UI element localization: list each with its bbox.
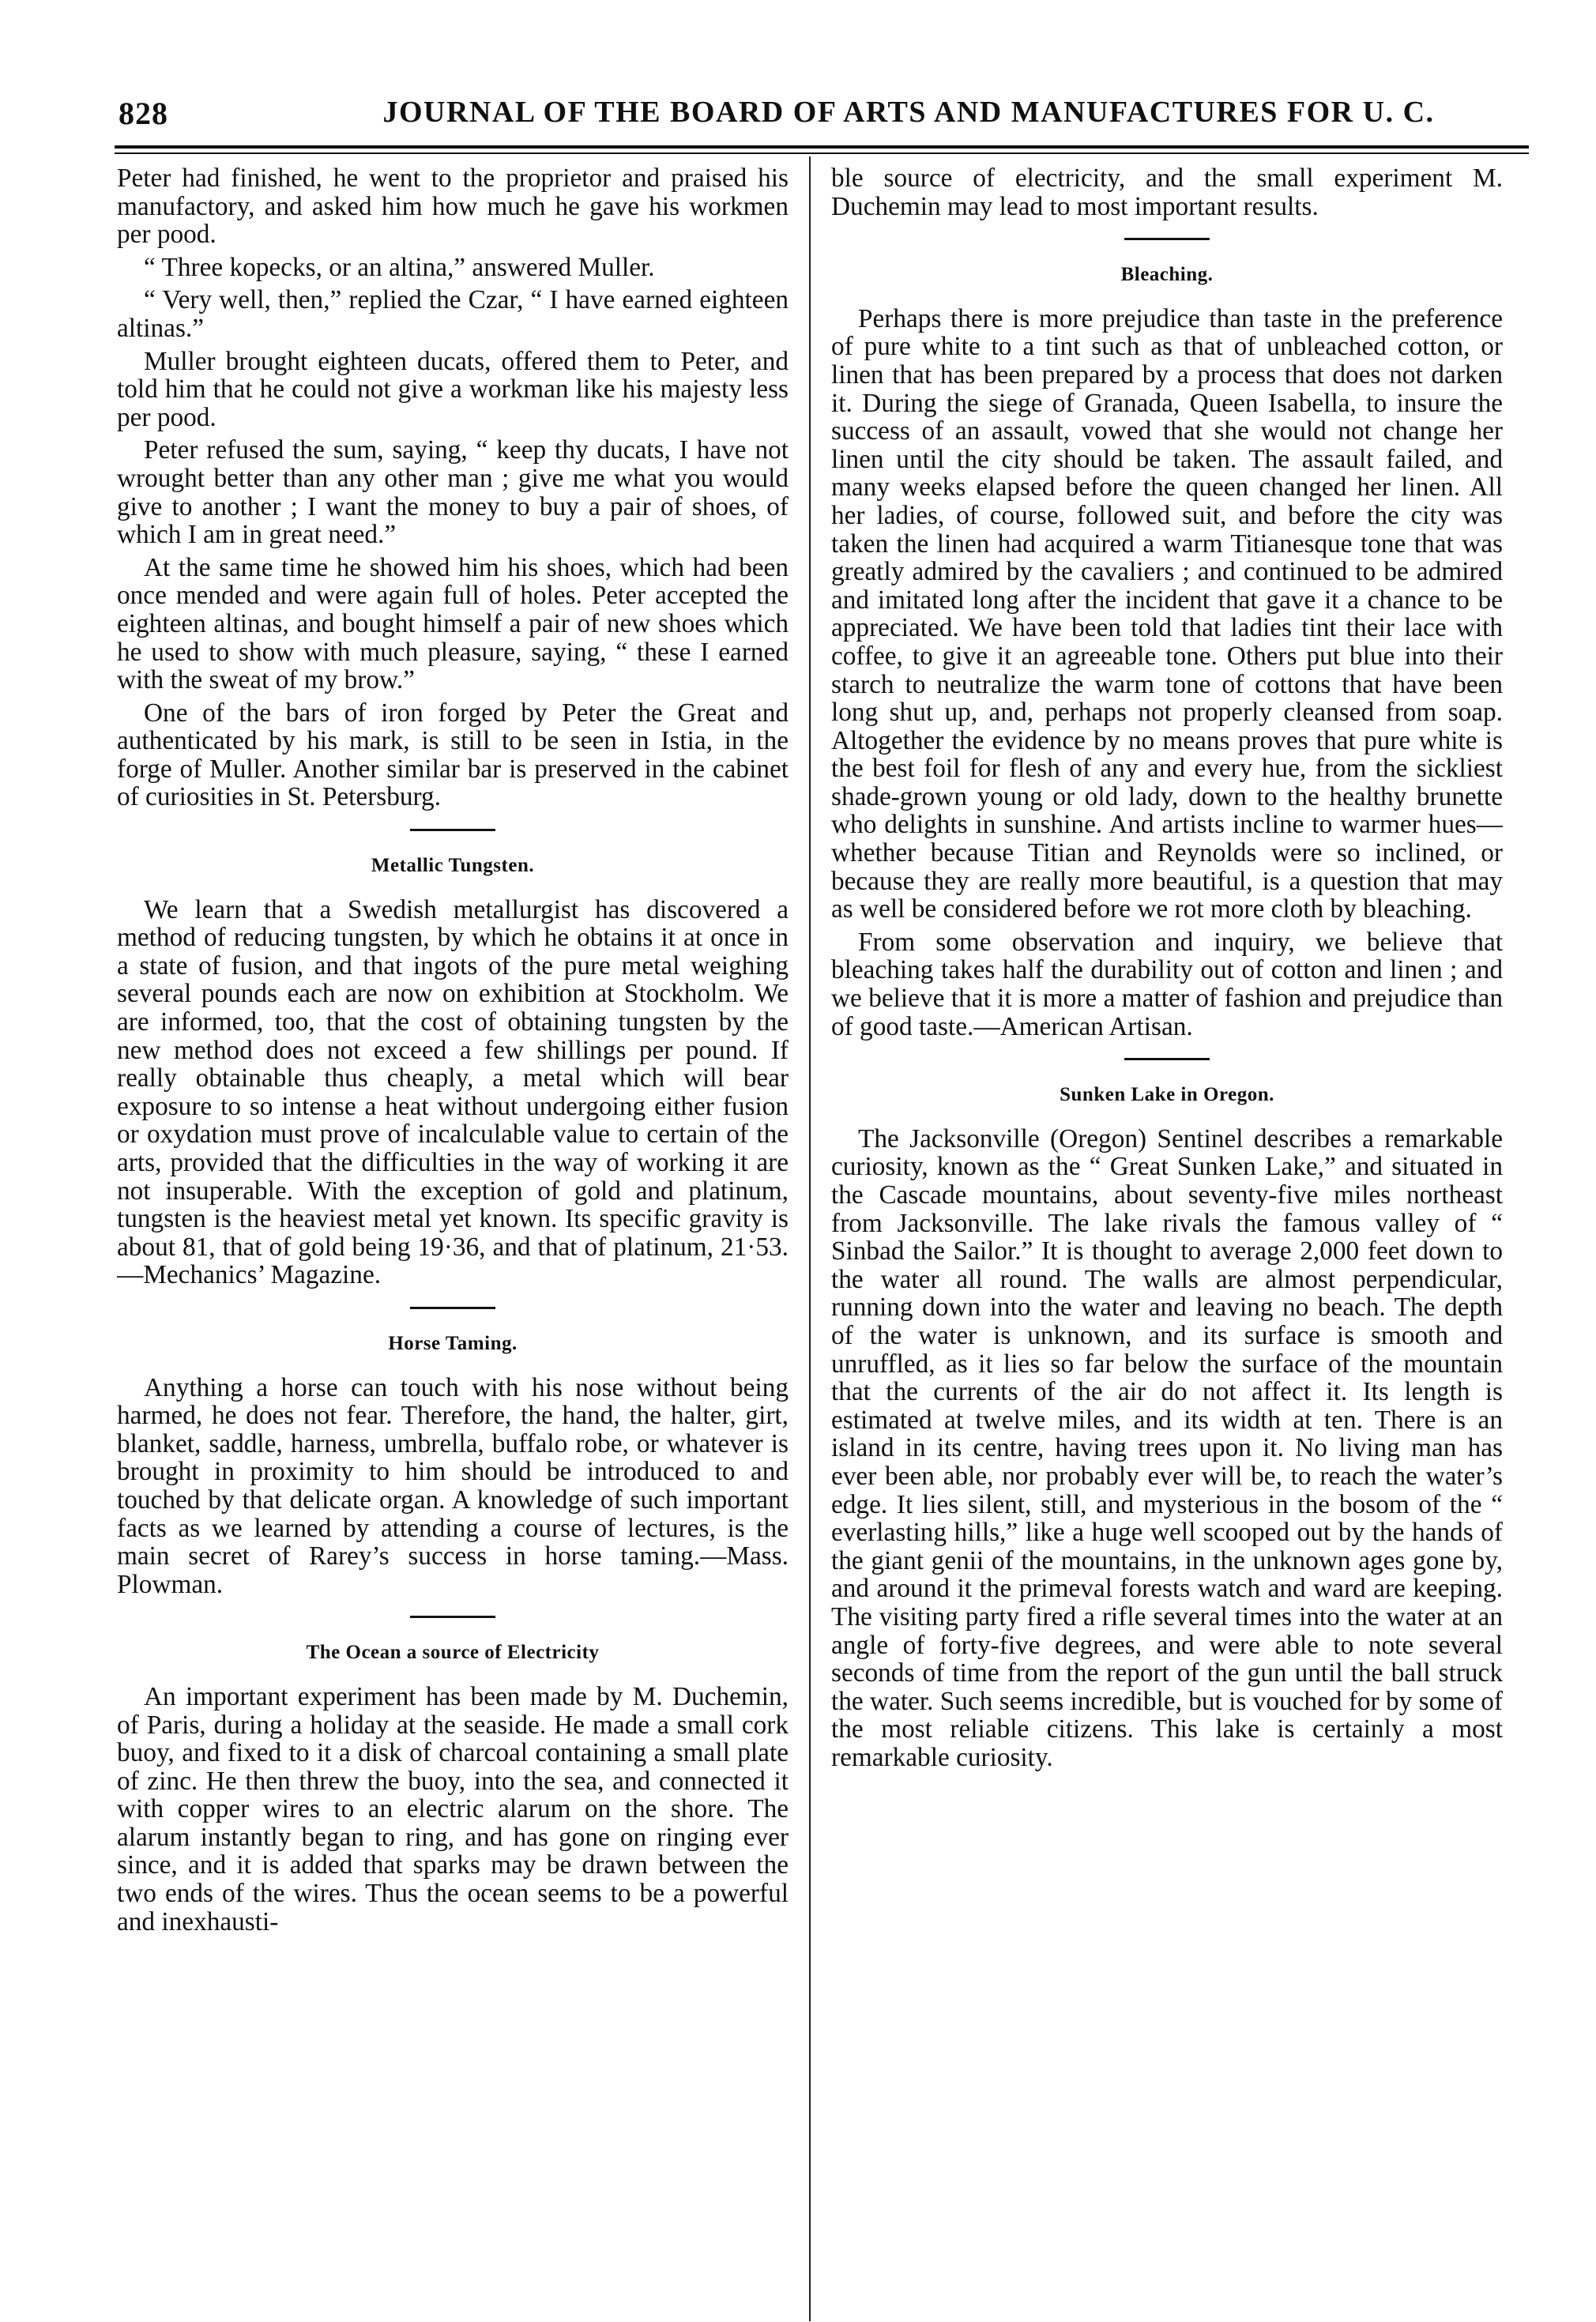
section-divider — [410, 1616, 495, 1618]
section-divider — [410, 829, 495, 831]
article-paragraph: An important experiment has been made by M. Duchemin, of Paris, during a holiday at the seaside. He made a small cork buoy, and fixed to it a disk of charcoal containing a small plate of zinc. He then threw the buoy, into the sea, and connected it with copper wires to an electric alarum on the shore. The alarum instantly began to ring, and has gone on ringing ever since, and it is added that sparks may be drawn between the two ends of the wires. Thus the ocean seems to be a powerful and inexhausti- — [117, 1681, 789, 1936]
header-rule-thin — [115, 152, 1529, 154]
running-title: JOURNAL OF THE BOARD OF ARTS AND MANUFACTURES FOR U. C. — [382, 96, 1435, 129]
article-paragraph: ble source of electricity, and the small experiment M. Duchemin may lead to most important results. — [831, 164, 1503, 221]
article-paragraph: The Jacksonville (Oregon) Sentinel describes a remarkable curiosity, known as the “ Great Sunken Lake,” and situated in the Cascade mountains, about seventy-five miles northeast from Jacksonville. The lake rivals the famous valley of “ Sinbad the Sailor.” It is thought to average 2,000 feet down to the water all round. The walls are almost perpendicular, running down into the water and leaving no beach. The depth of the water is unknown, and its surface is smooth and unruffled, as it lies so far below the surface of the mountain that the currents of the air do not affect it. Its length is estimated at twelve miles, and its width at ten. There is an island in its centre, having trees upon it. No living man has ever been able, nor probably ever will be, to reach the water’s edge. It lies silent, still, and mysterious in the bosom of the “ everlasting hills,” like a huge well scooped out by the hands of the giant genii of the mountains, in the unknown ages gone by, and around it the primeval forests watch and ward are keeping. The visiting party fired a rifle several times into the water at an angle of forty-five degrees, and were able to note several seconds of time from the report of the gun until the ball struck the water. Such seems incredible, but is vouched for by some of the most reliable citizens. This lake is certainly a most remarkable curiosity. — [831, 1123, 1503, 1772]
article-paragraph: “ Three kopecks, or an altina,” answered Muller. — [144, 252, 655, 282]
page-number: 828 — [119, 96, 168, 131]
section-heading-sunken-lake: Sunken Lake in Oregon. — [1060, 1084, 1274, 1106]
section-heading-tungsten: Metallic Tungsten. — [371, 855, 535, 877]
article-paragraph: Peter refused the sum, saying, “ keep thy ducats, I have not wrought better than any other man ; give me what you would give to another ; I want the money to buy a pair of shoes, of which I am in great need.” — [117, 435, 789, 550]
section-divider — [410, 1307, 495, 1309]
article-paragraph: Peter had finished, he went to the proprietor and praised his manufactory, and asked him how much he gave his workmen per pood. — [117, 164, 789, 250]
section-divider — [1124, 1058, 1210, 1060]
section-heading-ocean-electricity: The Ocean a source of Electricity — [306, 1642, 600, 1664]
section-heading-horse-taming: Horse Taming. — [388, 1332, 518, 1354]
section-divider — [1124, 238, 1210, 240]
article-paragraph: Anything a horse can touch with his nose without being harmed, he does not fear. Therefore, the hand, the halter, girt, blanket, saddle, harness, umbrella, buffalo robe, or whatever is brought in proximity to him should be introduced to and touched by that delicate organ. A knowledge of such important facts as we learned by attending a course of lectures, is the main secret of Rarey’s success in horse taming.—Mass. Plowman. — [117, 1372, 789, 1599]
article-paragraph: Muller brought eighteen ducats, offered them to Peter, and told him that he could not give a workman like his majesty less per pood. — [117, 346, 789, 432]
article-paragraph: “ Very well, then,” replied the Czar, “ I have earned eighteen altinas.” — [117, 285, 789, 343]
article-paragraph: From some observation and inquiry, we believe that bleaching takes half the durability out of cotton and linen ; and we believe that it is more a matter of fashion and prejudice than of good taste.—American Artisan. — [831, 927, 1503, 1041]
section-heading-bleaching: Bleaching. — [1120, 264, 1214, 286]
left-column — [117, 164, 789, 2309]
right-column — [831, 164, 1503, 2309]
page-header — [119, 95, 1525, 139]
article-paragraph: One of the bars of iron forged by Peter the Great and authenticated by his mark, is still to be seen in Istia, in the forge of Muller. Another similar bar is preserved in the cabinet of curiosities in St. Petersburg. — [117, 698, 789, 812]
header-rule-thick — [115, 145, 1529, 149]
article-paragraph: Perhaps there is more prejudice than taste in the preference of pure white to a tint such as that of unbleached cotton, or linen that has been prepared by a process that does not darken it. During the siege of Granada, Queen Isabella, to insure the success of an assault, vowed that she would not change her linen until the city should be taken. The assault failed, and many weeks elapsed before the queen changed her linen. All her ladies, of course, followed suit, and before the city was taken the linen had acquired a warm Titianesque tone that was greatly admired by the cavaliers ; and continued to be admired and imitated long after the incident that gave it a chance to be appreciated. We have been told that ladies tint their lace with coffee, to give it an agreeable tone. Others put blue into their starch to neutralize the warm tone of cottons that have been long shut up, and, perhaps not properly cleansed from soap. Altogether the evidence by no means proves that pure white is the best foil for flesh of any and every hue, from the sickliest shade-grown young or old lady, down to the healthy brunette who delights in sunshine. And artists incline to warmer hues—whether because Titian and Reynolds were so inclined, or because they are really more beautiful, is a question that may as well be considered before we rot more cloth by bleaching. — [831, 303, 1503, 924]
article-paragraph: At the same time he showed him his shoes, which had been once mended and were again full of holes. Peter accepted the eighteen altinas, and bought himself a pair of new shoes which he used to show with much pleasure, saying, “ these I earned with the sweat of my brow.” — [117, 552, 789, 695]
column-divider — [809, 156, 811, 2321]
article-paragraph: We learn that a Swedish metallurgist has discovered a method of reducing tungsten, by which he obtains it at once in a state of fusion, and that ingots of the pure metal weighing several pounds each are now on exhibition at Stockholm. We are informed, too, that the cost of obtaining tungsten by the new method does not exceed a few shillings per pound. If really obtainable thus cheaply, a metal which will bear exposure to so intense a heat without undergoing either fusion or oxydation must prove of incalculable value to certain of the arts, provided that the difficulties in the way of working it are not insuperable. With the exception of gold and platinum, tungsten is the heaviest metal yet known. Its specific gravity is about 81, that of gold being 19·36, and that of platinum, 21·53.—Mechanics’ Magazine. — [117, 894, 789, 1290]
